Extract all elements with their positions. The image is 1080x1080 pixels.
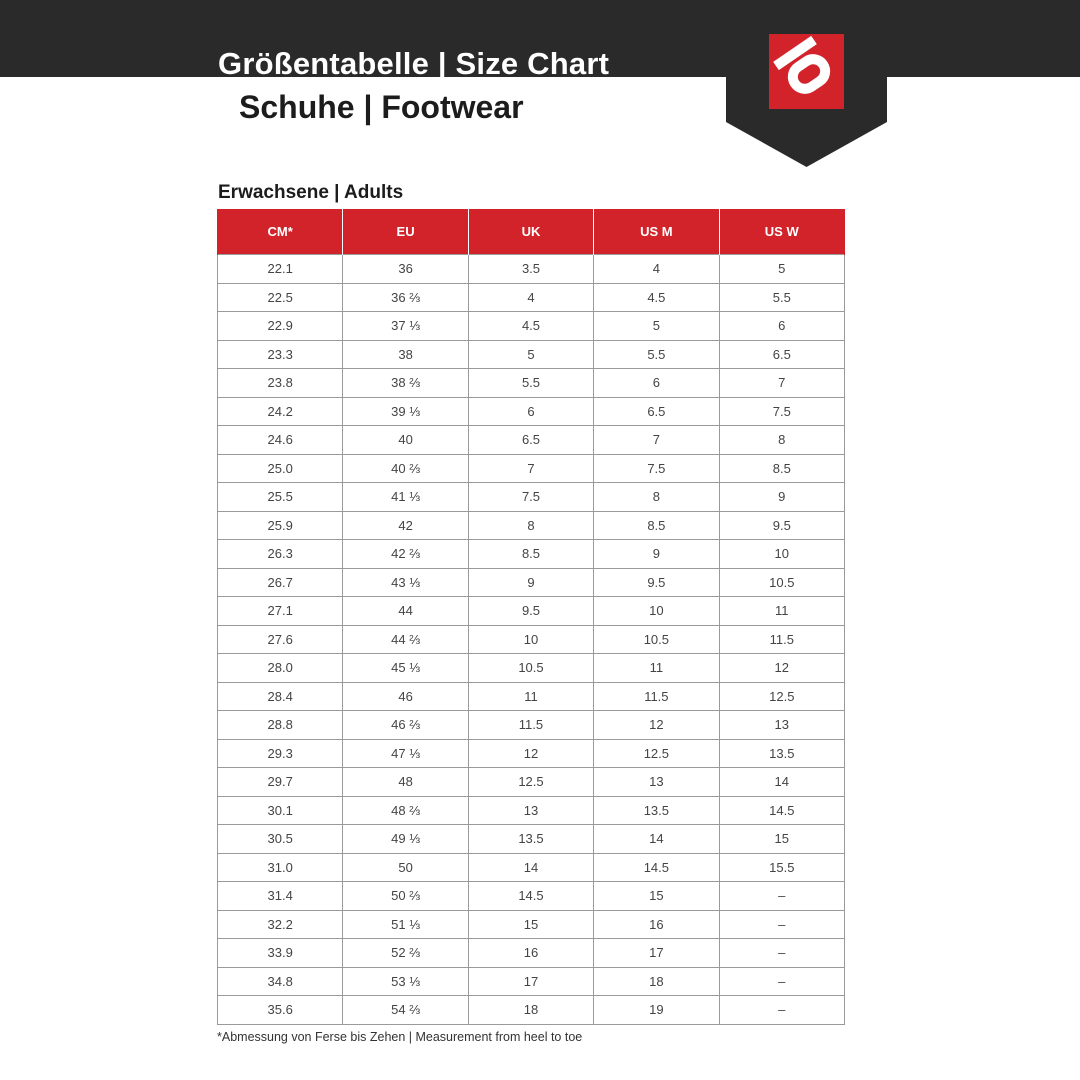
cell-eu: 53 ⅓	[343, 967, 468, 996]
cell-cm: 34.8	[218, 967, 343, 996]
cell-us-m: 16	[594, 910, 719, 939]
cell-eu: 48 ⅔	[343, 796, 468, 825]
cell-cm: 25.0	[218, 454, 343, 483]
cell-eu: 36	[343, 255, 468, 284]
cell-eu: 47 ⅓	[343, 739, 468, 768]
cell-uk: 9.5	[468, 597, 593, 626]
cell-eu: 50	[343, 853, 468, 882]
table-row	[218, 796, 845, 825]
cell-us-w: 8	[719, 426, 844, 455]
cell-us-w: 5.5	[719, 283, 844, 312]
cell-uk: 17	[468, 967, 593, 996]
table-row	[218, 312, 845, 341]
cell-uk: 6.5	[468, 426, 593, 455]
cell-us-w: 7.5	[719, 397, 844, 426]
table-row	[218, 369, 845, 398]
table-row	[218, 967, 845, 996]
table-row	[218, 682, 845, 711]
cell-us-m: 12	[594, 711, 719, 740]
cell-uk: 7	[468, 454, 593, 483]
cell-us-m: 14	[594, 825, 719, 854]
footnote: *Abmessung von Ferse bis Zehen | Measurement from heel to toe	[217, 1030, 583, 1044]
table-row	[218, 768, 845, 797]
cell-eu: 48	[343, 768, 468, 797]
cell-uk: 4	[468, 283, 593, 312]
cell-uk: 5.5	[468, 369, 593, 398]
table-row	[218, 597, 845, 626]
cell-us-m: 15	[594, 882, 719, 911]
cell-us-w: –	[719, 939, 844, 968]
cell-uk: 5	[468, 340, 593, 369]
cell-cm: 22.9	[218, 312, 343, 341]
cell-eu: 38	[343, 340, 468, 369]
cell-uk: 11.5	[468, 711, 593, 740]
cell-cm: 32.2	[218, 910, 343, 939]
table-row	[218, 397, 845, 426]
table-row	[218, 825, 845, 854]
cell-us-w: 14.5	[719, 796, 844, 825]
cell-us-m: 6.5	[594, 397, 719, 426]
cell-us-w: 5	[719, 255, 844, 284]
table-row	[218, 511, 845, 540]
cell-cm: 23.3	[218, 340, 343, 369]
cell-eu: 54 ⅔	[343, 996, 468, 1025]
cell-us-m: 18	[594, 967, 719, 996]
cell-uk: 10	[468, 625, 593, 654]
cell-us-w: 13.5	[719, 739, 844, 768]
cell-eu: 37 ⅓	[343, 312, 468, 341]
cell-cm: 22.5	[218, 283, 343, 312]
cell-cm: 23.8	[218, 369, 343, 398]
table-body	[218, 255, 845, 1025]
cell-us-w: 12	[719, 654, 844, 683]
cell-eu: 46 ⅔	[343, 711, 468, 740]
cell-uk: 16	[468, 939, 593, 968]
cell-eu: 36 ⅔	[343, 283, 468, 312]
cell-eu: 43 ⅓	[343, 568, 468, 597]
cell-us-w: 8.5	[719, 454, 844, 483]
cell-eu: 46	[343, 682, 468, 711]
cell-us-m: 13.5	[594, 796, 719, 825]
cell-eu: 44 ⅔	[343, 625, 468, 654]
cell-us-w: 10.5	[719, 568, 844, 597]
cell-us-m: 4.5	[594, 283, 719, 312]
cell-eu: 51 ⅓	[343, 910, 468, 939]
cell-uk: 15	[468, 910, 593, 939]
cell-us-w: –	[719, 910, 844, 939]
table-row	[218, 910, 845, 939]
cell-cm: 31.4	[218, 882, 343, 911]
cell-eu: 40	[343, 426, 468, 455]
cell-cm: 25.5	[218, 483, 343, 512]
column-header-cm: CM*	[218, 209, 343, 255]
cell-uk: 8.5	[468, 540, 593, 569]
cell-us-m: 19	[594, 996, 719, 1025]
cell-cm: 26.7	[218, 568, 343, 597]
cell-cm: 28.8	[218, 711, 343, 740]
cell-us-m: 9	[594, 540, 719, 569]
cell-eu: 40 ⅔	[343, 454, 468, 483]
cell-uk: 13.5	[468, 825, 593, 854]
cell-us-m: 4	[594, 255, 719, 284]
cell-cm: 28.4	[218, 682, 343, 711]
cell-eu: 39 ⅓	[343, 397, 468, 426]
cell-us-m: 7.5	[594, 454, 719, 483]
table-row	[218, 454, 845, 483]
table-row	[218, 568, 845, 597]
table-row	[218, 625, 845, 654]
cell-eu: 38 ⅔	[343, 369, 468, 398]
cell-cm: 29.3	[218, 739, 343, 768]
cell-us-m: 11.5	[594, 682, 719, 711]
cell-us-w: 11.5	[719, 625, 844, 654]
cell-uk: 18	[468, 996, 593, 1025]
cell-us-m: 9.5	[594, 568, 719, 597]
cell-us-m: 10	[594, 597, 719, 626]
cell-us-w: –	[719, 882, 844, 911]
cell-eu: 44	[343, 597, 468, 626]
cell-uk: 13	[468, 796, 593, 825]
cell-cm: 30.5	[218, 825, 343, 854]
cell-us-w: –	[719, 967, 844, 996]
cell-us-w: 9	[719, 483, 844, 512]
cell-cm: 24.2	[218, 397, 343, 426]
cell-us-m: 8.5	[594, 511, 719, 540]
cell-eu: 50 ⅔	[343, 882, 468, 911]
cell-cm: 35.6	[218, 996, 343, 1025]
cell-us-w: 15	[719, 825, 844, 854]
column-header-us-m: US M	[594, 209, 719, 255]
size-table	[217, 209, 845, 1025]
cell-us-w: 10	[719, 540, 844, 569]
cell-us-m: 8	[594, 483, 719, 512]
cell-cm: 33.9	[218, 939, 343, 968]
column-header-uk: UK	[468, 209, 593, 255]
cell-uk: 9	[468, 568, 593, 597]
cell-us-m: 17	[594, 939, 719, 968]
cell-us-m: 13	[594, 768, 719, 797]
table-row	[218, 939, 845, 968]
cell-us-m: 5	[594, 312, 719, 341]
cell-us-w: 13	[719, 711, 844, 740]
table-row	[218, 483, 845, 512]
section-title: Erwachsene | Adults	[218, 182, 404, 203]
cell-us-w: 11	[719, 597, 844, 626]
cell-cm: 24.6	[218, 426, 343, 455]
cell-uk: 6	[468, 397, 593, 426]
cell-uk: 7.5	[468, 483, 593, 512]
cell-cm: 28.0	[218, 654, 343, 683]
cell-us-w: 12.5	[719, 682, 844, 711]
cell-cm: 22.1	[218, 255, 343, 284]
cell-us-w: 15.5	[719, 853, 844, 882]
cell-eu: 42	[343, 511, 468, 540]
table-row	[218, 711, 845, 740]
cell-eu: 41 ⅓	[343, 483, 468, 512]
table-row	[218, 426, 845, 455]
cell-uk: 10.5	[468, 654, 593, 683]
table-row	[218, 739, 845, 768]
cell-cm: 29.7	[218, 768, 343, 797]
page-subtitle: Schuhe | Footwear	[239, 89, 524, 125]
table-row	[218, 654, 845, 683]
cell-cm: 25.9	[218, 511, 343, 540]
cell-uk: 8	[468, 511, 593, 540]
column-header-us-w: US W	[719, 209, 844, 255]
cell-uk: 3.5	[468, 255, 593, 284]
table-row	[218, 283, 845, 312]
cell-us-m: 6	[594, 369, 719, 398]
table-row	[218, 853, 845, 882]
cell-us-w: 6	[719, 312, 844, 341]
table-row	[218, 340, 845, 369]
cell-cm: 27.6	[218, 625, 343, 654]
cell-uk: 14.5	[468, 882, 593, 911]
cell-uk: 4.5	[468, 312, 593, 341]
cell-us-w: 9.5	[719, 511, 844, 540]
cell-eu: 45 ⅓	[343, 654, 468, 683]
cell-us-m: 14.5	[594, 853, 719, 882]
cell-uk: 11	[468, 682, 593, 711]
table-row	[218, 255, 845, 284]
cell-us-m: 12.5	[594, 739, 719, 768]
cell-cm: 31.0	[218, 853, 343, 882]
cell-eu: 52 ⅔	[343, 939, 468, 968]
cell-us-m: 10.5	[594, 625, 719, 654]
column-header-eu: EU	[343, 209, 468, 255]
cell-uk: 12	[468, 739, 593, 768]
cell-us-w: 6.5	[719, 340, 844, 369]
cell-us-m: 5.5	[594, 340, 719, 369]
cell-cm: 26.3	[218, 540, 343, 569]
cell-us-w: 14	[719, 768, 844, 797]
cell-eu: 49 ⅓	[343, 825, 468, 854]
cell-us-m: 7	[594, 426, 719, 455]
cell-us-w: 7	[719, 369, 844, 398]
cell-uk: 14	[468, 853, 593, 882]
cell-us-m: 11	[594, 654, 719, 683]
cell-us-w: –	[719, 996, 844, 1025]
cell-cm: 30.1	[218, 796, 343, 825]
cell-eu: 42 ⅔	[343, 540, 468, 569]
cell-cm: 27.1	[218, 597, 343, 626]
table-header-row	[218, 209, 845, 255]
brand-logo-badge	[726, 0, 887, 167]
page-title: Größentabelle | Size Chart	[218, 46, 610, 81]
table-row	[218, 996, 845, 1025]
table-row	[218, 882, 845, 911]
cell-uk: 12.5	[468, 768, 593, 797]
table-row	[218, 540, 845, 569]
